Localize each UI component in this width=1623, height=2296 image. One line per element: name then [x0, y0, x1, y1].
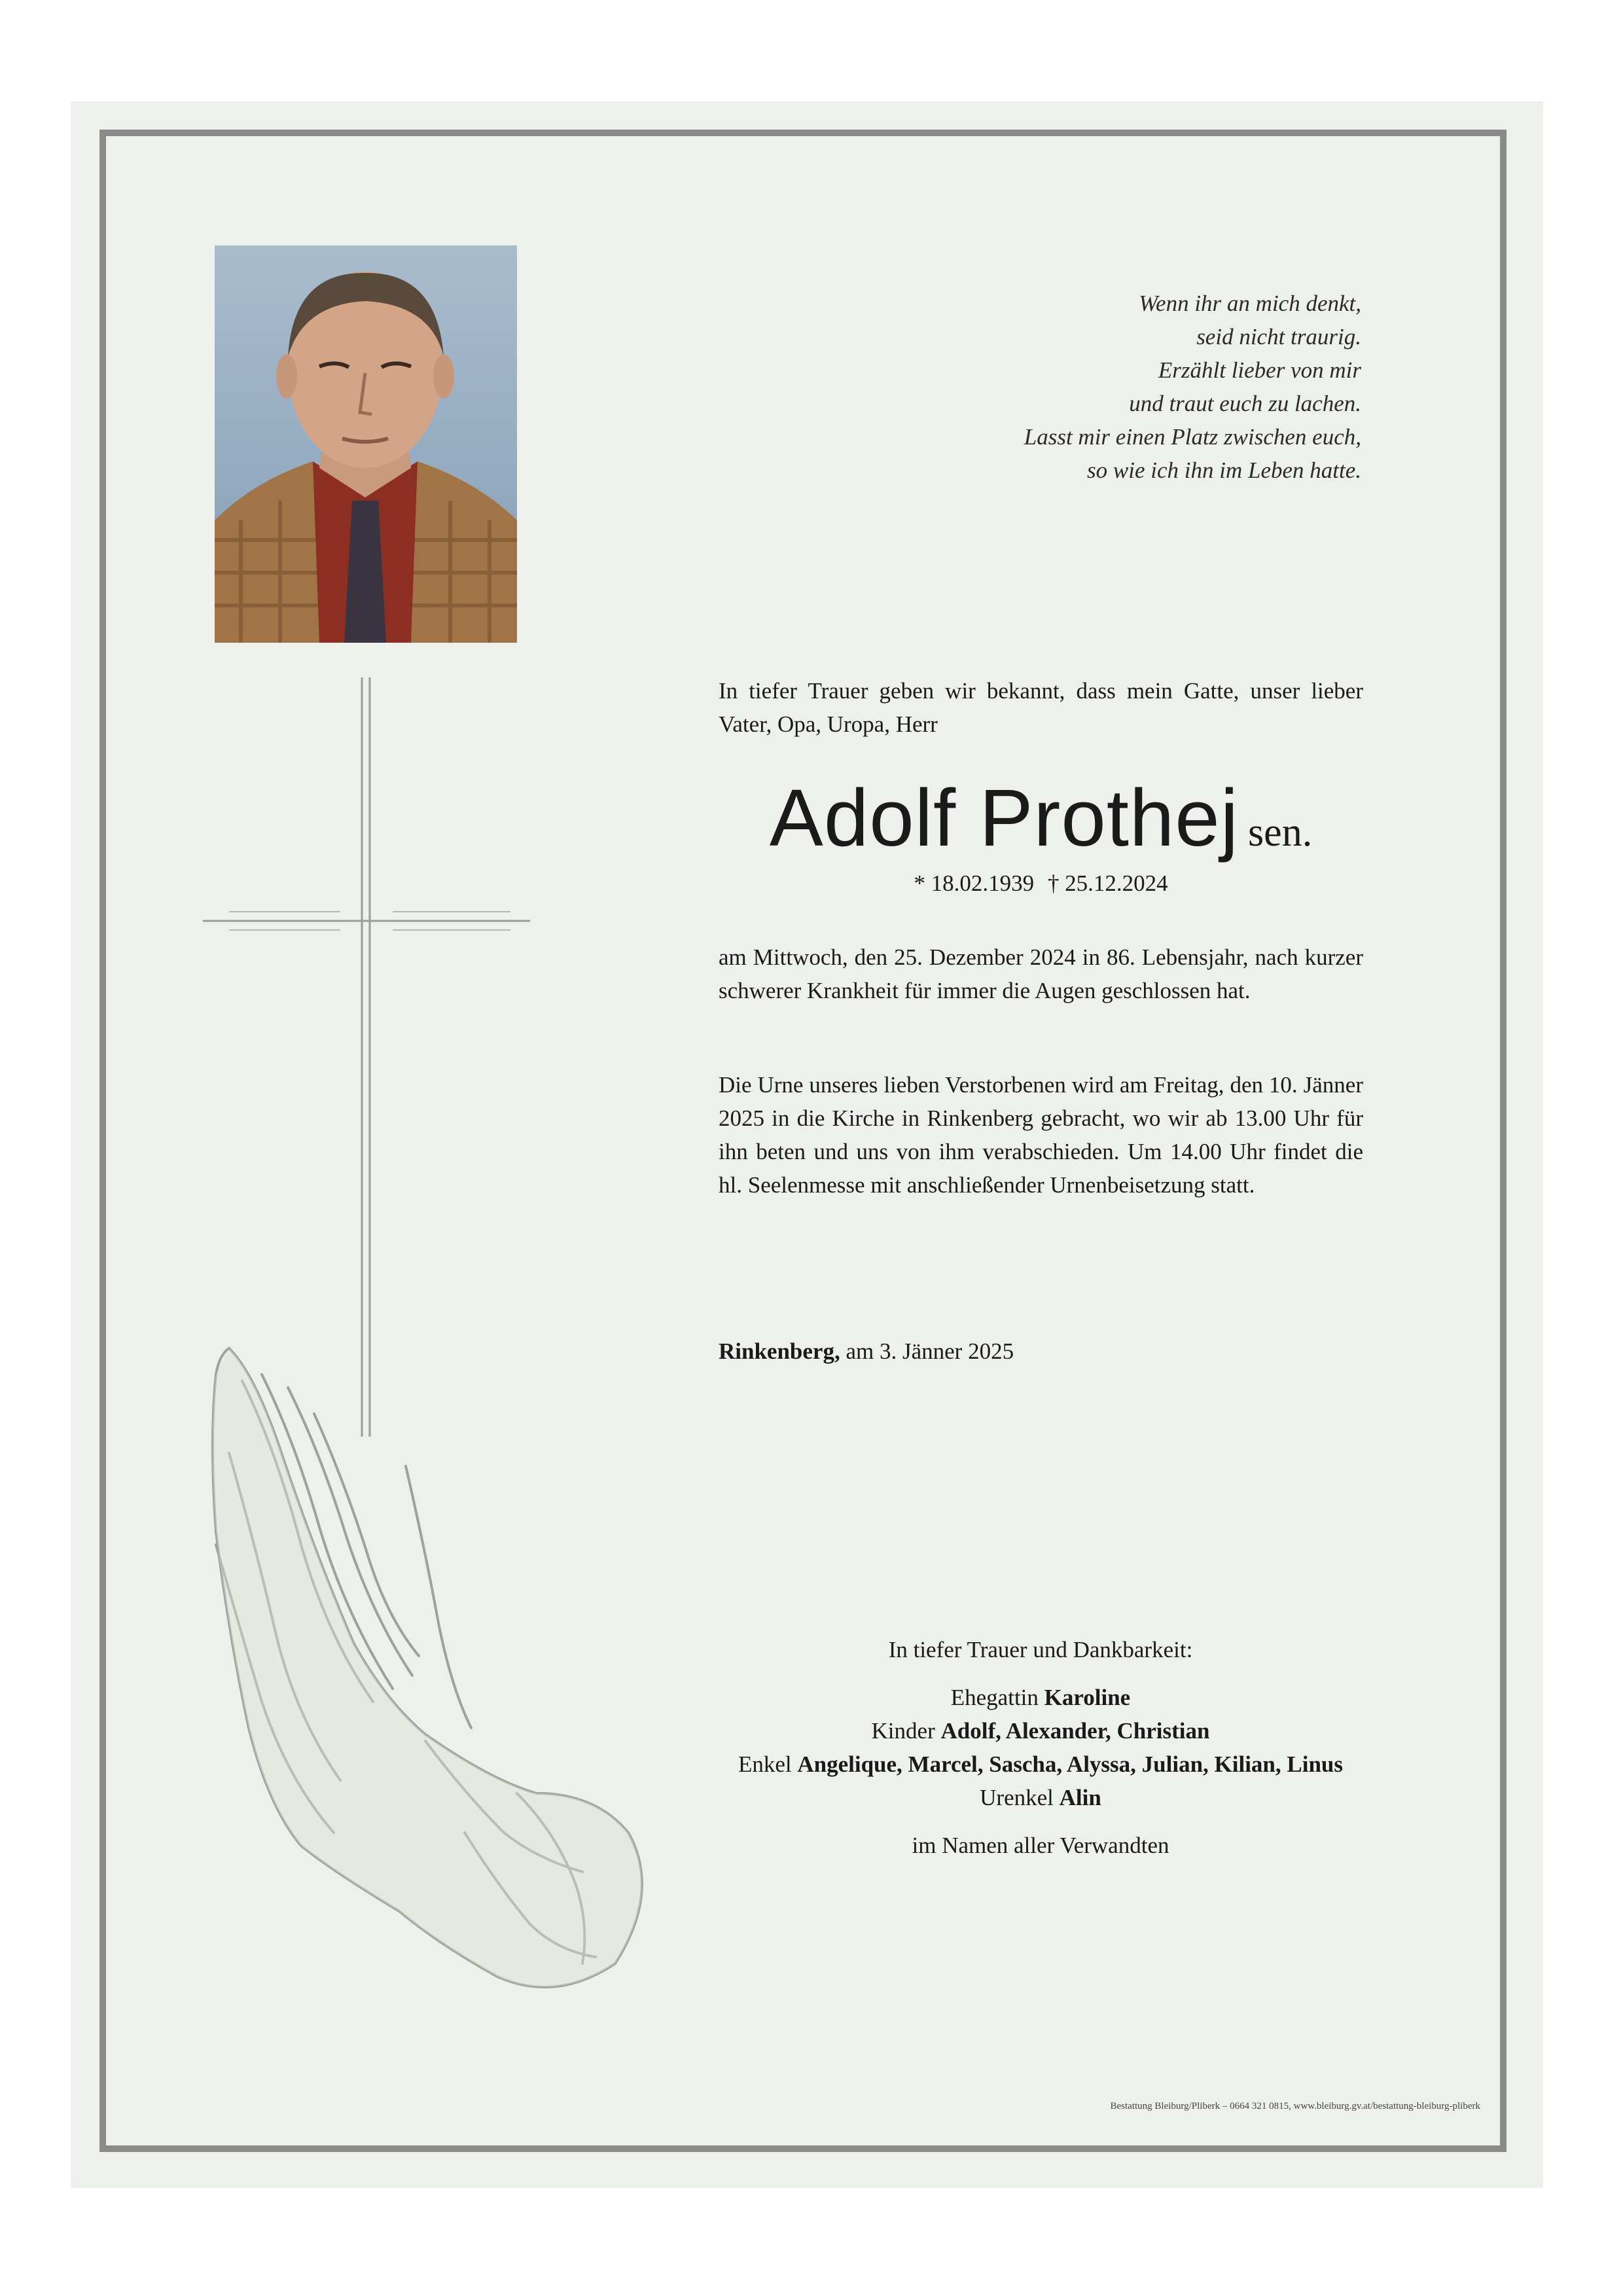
- mourner-label: Kinder: [871, 1718, 935, 1744]
- mourner-label: Urenkel: [980, 1785, 1054, 1810]
- mourner-names: Angelique, Marcel, Sascha, Alyssa, Julian, Kilian, Linus: [797, 1751, 1344, 1777]
- issue-date: am 3. Jänner 2025: [846, 1338, 1014, 1364]
- poem-line: Wenn ihr an mich denkt,: [1139, 291, 1361, 316]
- poem-line: so wie ich ihn im Leben hatte.: [1087, 457, 1361, 483]
- portrait-photo: [215, 245, 517, 643]
- intro-text: In tiefer Trauer geben wir bekannt, dass mein Gatte, unser lieber Vater, Opa, Uropa, Herr: [719, 678, 1363, 737]
- poem-line: seid nicht traurig.: [1196, 324, 1361, 350]
- mourner-row-spouse: [654, 1681, 1427, 1714]
- funeral-home-footer: Bestattung Bleiburg/Pliberk – 0664 321 0815, www.bleiburg.gv.at/bestattung-bleiburg-pliberk: [1110, 2101, 1480, 2111]
- poem-line: und traut euch zu lachen.: [1129, 391, 1361, 416]
- place-date: [719, 1338, 1014, 1365]
- deceased-name-line: [719, 772, 1363, 865]
- funeral-paragraph: Die Urne unseres lieben Verstorbenen wird am Freitag, den 10. Jänner 2025 in die Kirche in Rinkenberg gebracht, wo wir ab 13.00 Uhr für ihn beten und uns von ihm verabschieden. Um 14.00 Uhr findet die hl. Seelenmesse mit anschließender Urnenbeisetzung statt.: [719, 1072, 1363, 1198]
- mourner-label: Enkel: [738, 1751, 792, 1777]
- mourners-closing: im Namen aller Verwandten: [912, 1833, 1169, 1858]
- name-suffix: sen.: [1248, 810, 1313, 855]
- mourner-row-children: [654, 1714, 1427, 1748]
- poem-line: Lasst mir einen Platz zwischen euch,: [1024, 424, 1361, 450]
- death-paragraph: am Mittwoch, den 25. Dezember 2024 in 86. Lebensjahr, nach kurzer schwerer Krankheit für immer die Augen geschlossen hat.: [719, 944, 1363, 1003]
- poem: [772, 287, 1361, 487]
- mourner-names: Adolf, Alexander, Christian: [940, 1718, 1210, 1744]
- praying-hands-icon: [190, 1335, 687, 2009]
- mourner-label: Ehegattin: [950, 1685, 1039, 1710]
- life-dates: [719, 870, 1363, 897]
- mourners-block: [654, 1633, 1427, 1862]
- poem-line: Erzählt lieber von mir: [1158, 357, 1361, 383]
- deceased-name: Adolf Prothej: [769, 774, 1240, 863]
- death-date: † 25.12.2024: [1047, 870, 1168, 896]
- mourner-names: Alin: [1059, 1785, 1101, 1810]
- mourner-names: Karoline: [1044, 1685, 1131, 1710]
- birth-date: * 18.02.1939: [914, 870, 1035, 896]
- cross-icon: [203, 677, 530, 1437]
- place: Rinkenberg,: [719, 1338, 840, 1364]
- mourner-row-great-grandchildren: [654, 1781, 1427, 1814]
- mourners-heading: In tiefer Trauer und Dankbarkeit:: [888, 1637, 1193, 1662]
- mourner-row-grandchildren: [654, 1748, 1427, 1781]
